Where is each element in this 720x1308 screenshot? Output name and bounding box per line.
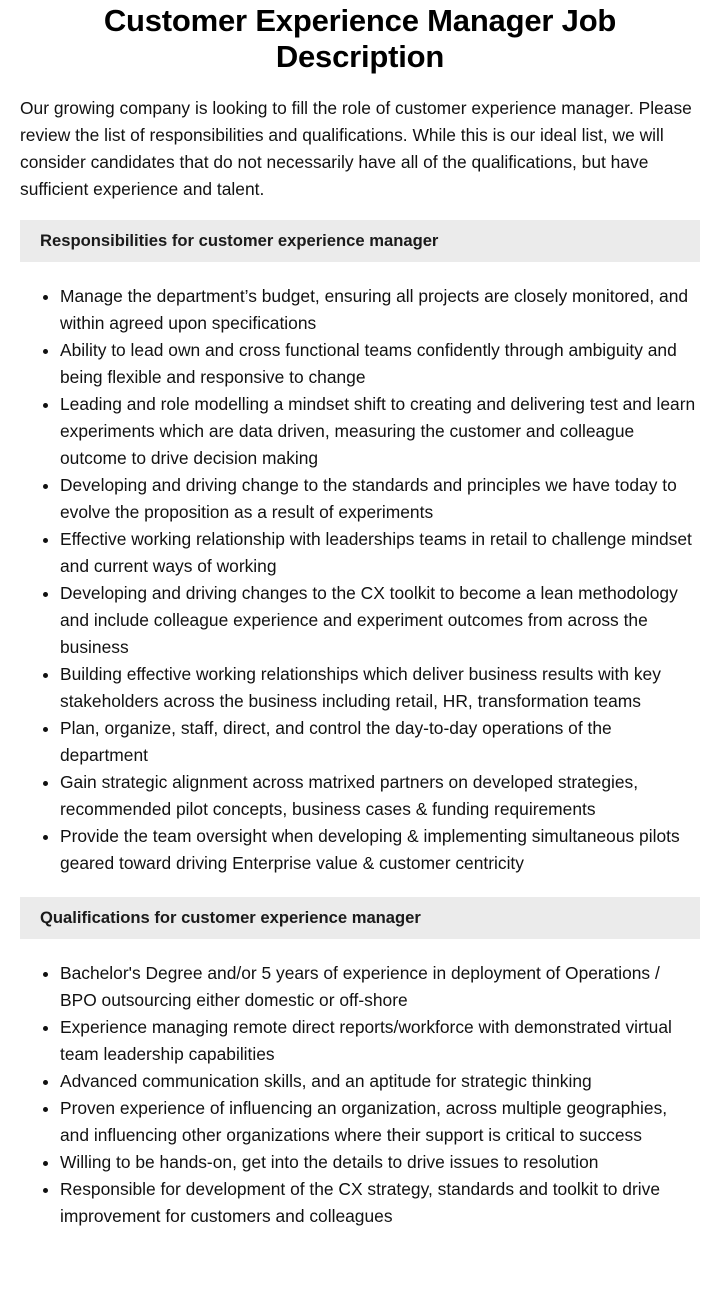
list-item: • Responsible for development of the CX strategy, standards and toolkit to drive improvement for customers and colleagues (60, 1176, 700, 1230)
list-item: • Proven experience of influencing an organization, across multiple geographies, and influencing other organizations where their support is critical to success (60, 1095, 700, 1149)
list-item: • Building effective working relationships which deliver business results with key stakeholders across the business including retail, HR, transformation teams (60, 661, 700, 715)
list-item: • Bachelor's Degree and/or 5 years of experience in deployment of Operations / BPO outsourcing either domestic or off-shore (60, 960, 700, 1014)
list-item: • Experience managing remote direct reports/workforce with demonstrated virtual team leadership capabilities (60, 1014, 700, 1068)
list-item: • Plan, organize, staff, direct, and control the day-to-day operations of the department (60, 715, 700, 769)
list-item: • Ability to lead own and cross functional teams confidently through ambiguity and being flexible and responsive to change (60, 337, 700, 391)
page-title: Customer Experience Manager Job Description (103, 3, 617, 74)
intro-paragraph: Our growing company is looking to fill the role of customer experience manager. Please review the list of responsibilities and qualifications. While this is our ideal list, we will consider candidates that do not necessarily have all of the qualifications, but have sufficient experience and talent. (20, 98, 692, 199)
responsibilities-list (20, 283, 700, 877)
qualifications-list (20, 960, 700, 1230)
list-item: • Effective working relationship with leaderships teams in retail to challenge mindset and current ways of working (60, 526, 700, 580)
list-item: • Developing and driving changes to the CX toolkit to become a lean methodology and include colleague experience and experiment outcomes from across the business (60, 580, 700, 661)
list-item: • Provide the team oversight when developing & implementing simultaneous pilots geared toward driving Enterprise value & customer centricity (60, 823, 700, 877)
list-item: • Gain strategic alignment across matrixed partners on developed strategies, recommended pilot concepts, business cases & funding requirements (60, 769, 700, 823)
list-item: • Willing to be hands-on, get into the details to drive issues to resolution (60, 1149, 700, 1176)
list-item: • Manage the department’s budget, ensuring all projects are closely monitored, and within agreed upon specifications (60, 283, 700, 337)
responsibilities-heading: Responsibilities for customer experience manager (20, 220, 700, 262)
list-item: • Leading and role modelling a mindset shift to creating and delivering test and learn experiments which are data driven, measuring the customer and colleague outcome to drive decision making (60, 391, 700, 472)
qualifications-heading: Qualifications for customer experience manager (20, 897, 700, 939)
list-item: • Advanced communication skills, and an aptitude for strategic thinking (60, 1068, 700, 1095)
list-item: • Developing and driving change to the standards and principles we have today to evolve the proposition as a result of experiments (60, 472, 700, 526)
